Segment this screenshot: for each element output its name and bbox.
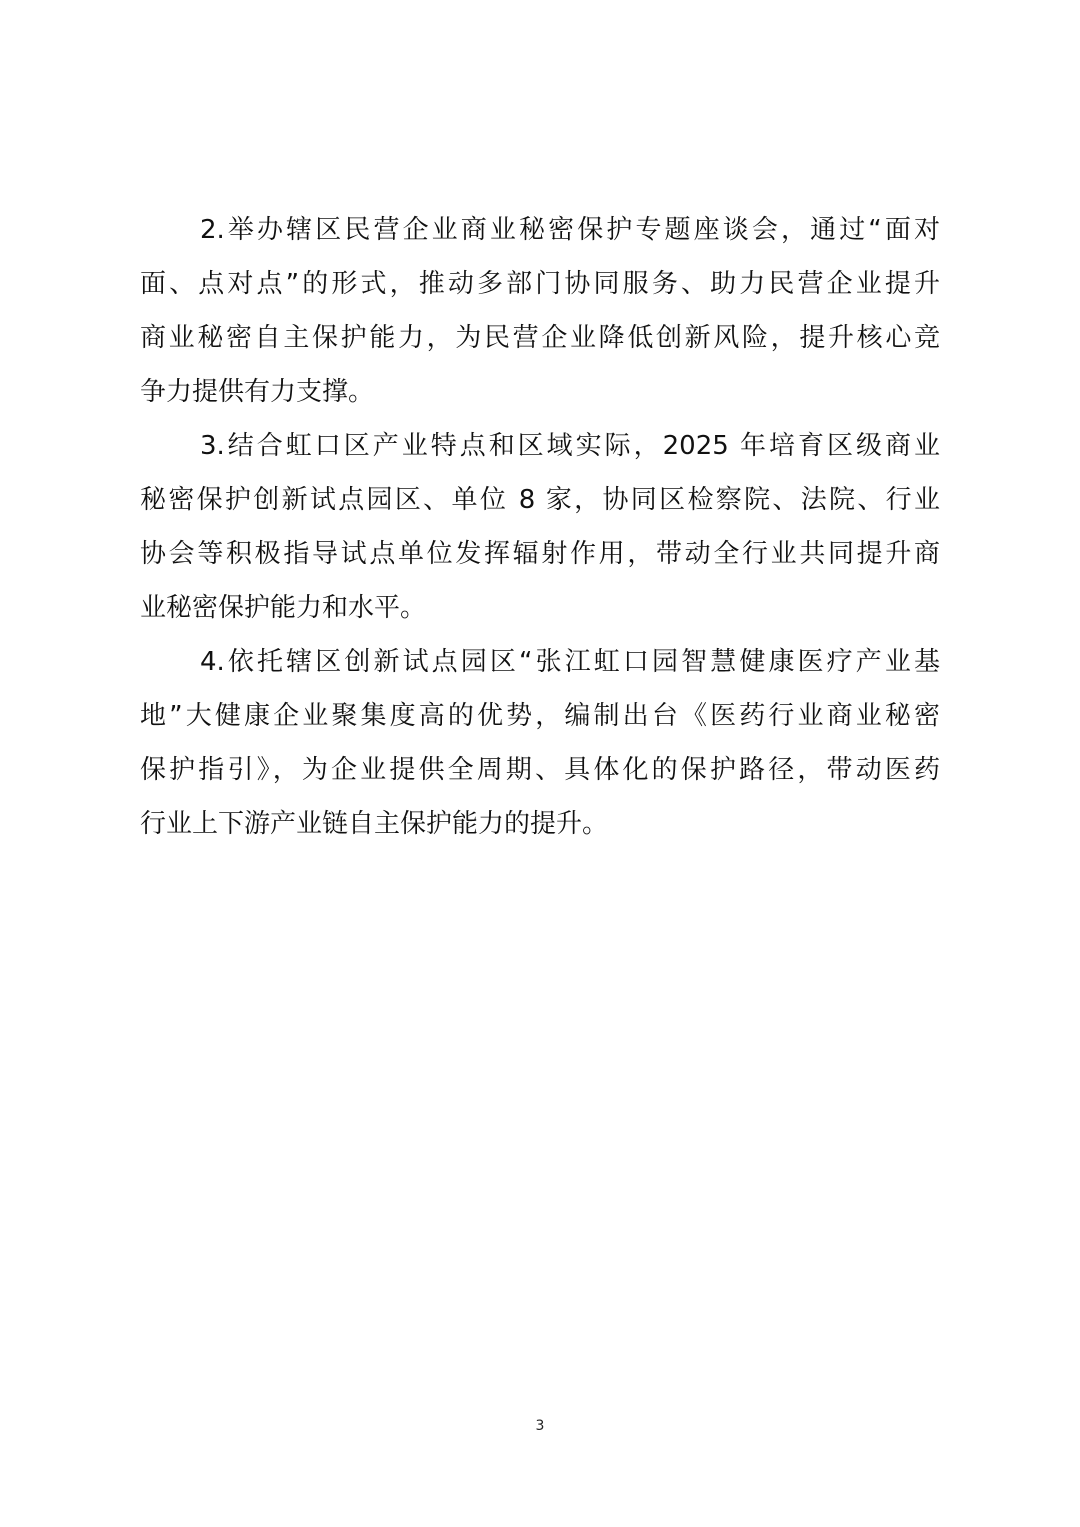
paragraph-line: 4.依托辖区创新试点园区“张江虹口园智慧健康医疗产业基 <box>200 647 940 677</box>
paragraph-line: 面、点对点”的形式，推动多部门协同服务、助力民营企业提升 <box>140 269 940 299</box>
paragraph-line: 3.结合虹口区产业特点和区域实际，2025 年培育区级商业 <box>200 431 940 461</box>
paragraph-line: 协会等积极指导试点单位发挥辐射作用，带动全行业共同提升商 <box>140 539 940 569</box>
paragraph-line: 2.举办辖区民营企业商业秘密保护专题座谈会，通过“面对 <box>200 215 940 245</box>
document-body <box>140 203 940 851</box>
paragraph-item-3 <box>140 419 940 635</box>
paragraph-item-2 <box>140 203 940 419</box>
paragraph-line: 争力提供有力支撑。 <box>140 377 375 407</box>
paragraph-line: 行业上下游产业链自主保护能力的提升。 <box>140 809 609 839</box>
paragraph-line: 地”大健康企业聚集度高的优势，编制出台《医药行业商业秘密 <box>140 701 940 731</box>
paragraph-item-4 <box>140 635 940 851</box>
paragraph-line: 秘密保护创新试点园区、单位 8 家，协同区检察院、法院、行业 <box>140 485 940 515</box>
page-number: 3 <box>535 1418 545 1434</box>
paragraph-line: 保护指引》，为企业提供全周期、具体化的保护路径，带动医药 <box>140 755 940 785</box>
paragraph-line: 业秘密保护能力和水平。 <box>140 593 427 623</box>
paragraph-line: 商业秘密自主保护能力，为民营企业降低创新风险，提升核心竞 <box>140 323 940 353</box>
